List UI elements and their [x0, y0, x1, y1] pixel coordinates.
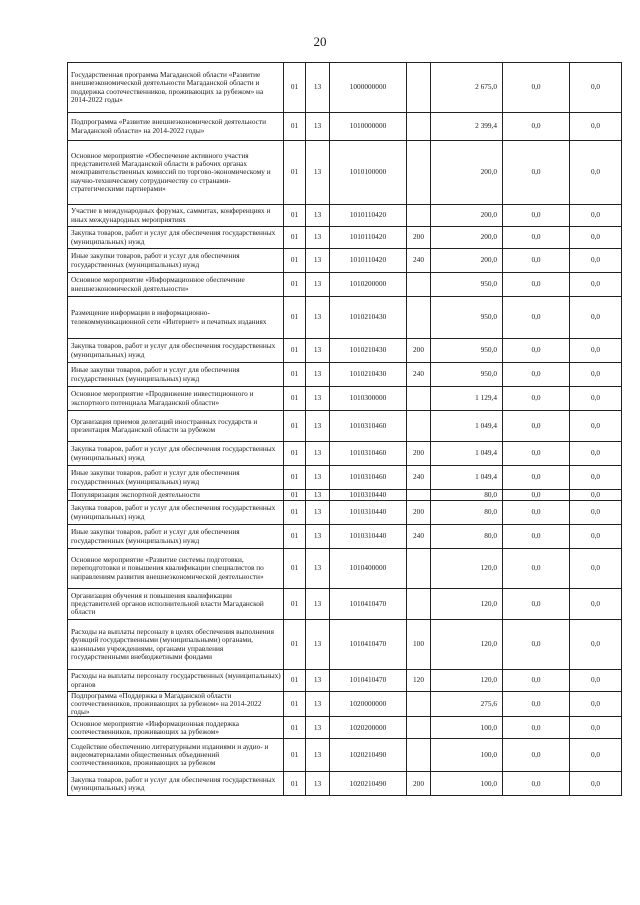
- row-value-3: 0,0: [570, 297, 622, 339]
- row-value-2: 0,0: [503, 549, 570, 589]
- row-section-code: 13: [306, 501, 330, 525]
- row-expense-type: 100: [407, 620, 431, 670]
- row-target-code: 1010310440: [330, 490, 407, 501]
- row-amount: 80,0: [431, 525, 503, 549]
- row-section-code: 13: [306, 297, 330, 339]
- row-amount: 120,0: [431, 589, 503, 620]
- row-amount: 200,0: [431, 205, 503, 227]
- row-ministry-code: 01: [284, 525, 306, 549]
- row-value-2: 0,0: [503, 525, 570, 549]
- row-target-code: 1010310460: [330, 442, 407, 466]
- row-expense-type: 200: [407, 339, 431, 363]
- row-expense-type: 240: [407, 249, 431, 273]
- row-value-2: 0,0: [503, 205, 570, 227]
- row-ministry-code: 01: [284, 411, 306, 442]
- row-target-code: 1010410470: [330, 620, 407, 670]
- row-ministry-code: 01: [284, 113, 306, 141]
- table-row: [68, 113, 622, 141]
- row-value-3: 0,0: [570, 525, 622, 549]
- table-row: [68, 501, 622, 525]
- row-expense-type: [407, 205, 431, 227]
- row-section-code: 13: [306, 620, 330, 670]
- row-section-code: 13: [306, 442, 330, 466]
- row-section-code: 13: [306, 717, 330, 739]
- row-value-3: 0,0: [570, 141, 622, 205]
- row-ministry-code: 01: [284, 717, 306, 739]
- row-expense-type: [407, 589, 431, 620]
- row-target-code: 1010400000: [330, 549, 407, 589]
- row-expense-type: [407, 113, 431, 141]
- row-expense-type: [407, 549, 431, 589]
- row-ministry-code: 01: [284, 739, 306, 772]
- row-value-2: 0,0: [503, 772, 570, 796]
- table-row: [68, 141, 622, 205]
- row-target-code: 1010310460: [330, 411, 407, 442]
- table-row: [68, 442, 622, 466]
- row-name: Участие в международных форумах, саммитах, конференциях и иных международных мероприятиях: [68, 205, 284, 227]
- row-value-2: 0,0: [503, 739, 570, 772]
- row-target-code: 1010310460: [330, 466, 407, 490]
- row-name: Закупка товаров, работ и услуг для обеспечения государственных (муниципальных) нужд: [68, 501, 284, 525]
- row-value-3: 0,0: [570, 442, 622, 466]
- row-name: Основное мероприятие «Продвижение инвестиционного и экспортного потенциала Магаданской области»: [68, 387, 284, 411]
- row-expense-type: [407, 717, 431, 739]
- row-value-2: 0,0: [503, 411, 570, 442]
- table-row: [68, 772, 622, 796]
- row-target-code: 1010110420: [330, 249, 407, 273]
- row-target-code: 1010200000: [330, 273, 407, 297]
- row-value-2: 0,0: [503, 442, 570, 466]
- row-amount: 120,0: [431, 620, 503, 670]
- row-ministry-code: 01: [284, 141, 306, 205]
- row-section-code: 13: [306, 692, 330, 717]
- row-amount: 100,0: [431, 717, 503, 739]
- row-value-3: 0,0: [570, 589, 622, 620]
- row-section-code: 13: [306, 339, 330, 363]
- row-value-2: 0,0: [503, 113, 570, 141]
- row-section-code: 13: [306, 490, 330, 501]
- row-amount: 275,6: [431, 692, 503, 717]
- table-row: [68, 205, 622, 227]
- table-row: [68, 525, 622, 549]
- row-value-2: 0,0: [503, 670, 570, 692]
- row-name: Закупка товаров, работ и услуг для обеспечения государственных (муниципальных) нужд: [68, 772, 284, 796]
- row-ministry-code: 01: [284, 466, 306, 490]
- table-row: [68, 227, 622, 249]
- row-target-code: 1010210430: [330, 339, 407, 363]
- row-amount: 120,0: [431, 670, 503, 692]
- row-value-2: 0,0: [503, 363, 570, 387]
- row-value-2: 0,0: [503, 273, 570, 297]
- row-value-3: 0,0: [570, 501, 622, 525]
- row-expense-type: [407, 692, 431, 717]
- table-row: [68, 717, 622, 739]
- row-section-code: 13: [306, 205, 330, 227]
- row-target-code: 1010300000: [330, 387, 407, 411]
- row-name: Иные закупки товаров, работ и услуг для обеспечения государственных (муниципальных) нужд: [68, 363, 284, 387]
- table-row: [68, 63, 622, 113]
- row-section-code: 13: [306, 387, 330, 411]
- row-amount: 1 129,4: [431, 387, 503, 411]
- row-amount: 2 399,4: [431, 113, 503, 141]
- row-amount: 950,0: [431, 363, 503, 387]
- row-target-code: 1020210490: [330, 739, 407, 772]
- table-row: [68, 339, 622, 363]
- row-amount: 1 049,4: [431, 442, 503, 466]
- row-ministry-code: 01: [284, 249, 306, 273]
- table-row: [68, 620, 622, 670]
- table-row: [68, 692, 622, 717]
- row-expense-type: 200: [407, 442, 431, 466]
- row-amount: 1 049,4: [431, 411, 503, 442]
- row-section-code: 13: [306, 249, 330, 273]
- row-ministry-code: 01: [284, 772, 306, 796]
- row-name: Расходы на выплаты персоналу в целях обеспечения выполнения функций государственными (муниципальными) органами, казенными учреждениями, органами управления государственными внебюджетными фондами: [68, 620, 284, 670]
- row-expense-type: [407, 141, 431, 205]
- table-row: [68, 490, 622, 501]
- row-section-code: 13: [306, 466, 330, 490]
- table-row: [68, 363, 622, 387]
- row-amount: 1 049,4: [431, 466, 503, 490]
- row-expense-type: [407, 273, 431, 297]
- row-value-2: 0,0: [503, 490, 570, 501]
- row-amount: 950,0: [431, 297, 503, 339]
- row-expense-type: 200: [407, 501, 431, 525]
- row-name: Иные закупки товаров, работ и услуг для обеспечения государственных (муниципальных) нужд: [68, 466, 284, 490]
- row-ministry-code: 01: [284, 442, 306, 466]
- table-row: [68, 466, 622, 490]
- row-ministry-code: 01: [284, 589, 306, 620]
- row-value-3: 0,0: [570, 772, 622, 796]
- row-ministry-code: 01: [284, 63, 306, 113]
- row-section-code: 13: [306, 273, 330, 297]
- row-value-2: 0,0: [503, 589, 570, 620]
- row-ministry-code: 01: [284, 387, 306, 411]
- row-target-code: 1010410470: [330, 670, 407, 692]
- table-row: [68, 670, 622, 692]
- row-value-3: 0,0: [570, 670, 622, 692]
- row-ministry-code: 01: [284, 490, 306, 501]
- row-target-code: 1020210490: [330, 772, 407, 796]
- row-expense-type: 240: [407, 466, 431, 490]
- row-section-code: 13: [306, 63, 330, 113]
- row-value-2: 0,0: [503, 227, 570, 249]
- row-section-code: 13: [306, 739, 330, 772]
- row-section-code: 13: [306, 525, 330, 549]
- row-section-code: 13: [306, 141, 330, 205]
- row-amount: 2 675,0: [431, 63, 503, 113]
- row-name: Государственная программа Магаданской области «Развитие внешнеэкономической деятельности Магаданской области и поддержка соотечественников, проживающих за рубежом» на 2014-2022 годы»: [68, 63, 284, 113]
- row-name: Популяризация экспортной деятельности: [68, 490, 284, 501]
- row-name: Основное мероприятие «Развитие системы подготовки, переподготовки и повышения квалификации специалистов по направлениям развития внешнеэкономической деятельности»: [68, 549, 284, 589]
- row-value-3: 0,0: [570, 739, 622, 772]
- row-ministry-code: 01: [284, 297, 306, 339]
- row-target-code: 1020200000: [330, 717, 407, 739]
- row-target-code: 1010310440: [330, 501, 407, 525]
- table-row: [68, 739, 622, 772]
- row-amount: 100,0: [431, 739, 503, 772]
- row-value-3: 0,0: [570, 249, 622, 273]
- row-amount: 950,0: [431, 273, 503, 297]
- row-name: Подпрограмма «Поддержка в Магаданской области соотечественников, проживающих за рубежом» на 2014-2022 годы»: [68, 692, 284, 717]
- row-value-3: 0,0: [570, 549, 622, 589]
- row-name: Основное мероприятие «Информационное обеспечение внешнеэкономической деятельности»: [68, 273, 284, 297]
- row-section-code: 13: [306, 549, 330, 589]
- row-expense-type: 240: [407, 525, 431, 549]
- row-name: Закупка товаров, работ и услуг для обеспечения государственных (муниципальных) нужд: [68, 442, 284, 466]
- row-value-3: 0,0: [570, 205, 622, 227]
- budget-table-body: [68, 63, 622, 796]
- row-expense-type: [407, 63, 431, 113]
- row-ministry-code: 01: [284, 620, 306, 670]
- row-section-code: 13: [306, 227, 330, 249]
- row-value-2: 0,0: [503, 141, 570, 205]
- table-row: [68, 387, 622, 411]
- table-row: [68, 249, 622, 273]
- row-section-code: 13: [306, 589, 330, 620]
- row-expense-type: [407, 411, 431, 442]
- row-target-code: 1010310440: [330, 525, 407, 549]
- row-amount: 200,0: [431, 141, 503, 205]
- row-value-2: 0,0: [503, 297, 570, 339]
- row-name: Организация приемов делегаций иностранных государств и презентация Магаданской области за рубежом: [68, 411, 284, 442]
- row-value-2: 0,0: [503, 717, 570, 739]
- row-value-2: 0,0: [503, 620, 570, 670]
- row-name: Иные закупки товаров, работ и услуг для обеспечения государственных (муниципальных) нужд: [68, 525, 284, 549]
- row-ministry-code: 01: [284, 339, 306, 363]
- budget-table: [67, 62, 622, 796]
- row-ministry-code: 01: [284, 501, 306, 525]
- row-section-code: 13: [306, 113, 330, 141]
- row-ministry-code: 01: [284, 692, 306, 717]
- row-amount: 80,0: [431, 501, 503, 525]
- row-value-3: 0,0: [570, 692, 622, 717]
- row-amount: 950,0: [431, 339, 503, 363]
- row-target-code: 1010210430: [330, 297, 407, 339]
- row-amount: 80,0: [431, 490, 503, 501]
- row-value-3: 0,0: [570, 273, 622, 297]
- row-name: Закупка товаров, работ и услуг для обеспечения государственных (муниципальных) нужд: [68, 227, 284, 249]
- row-ministry-code: 01: [284, 549, 306, 589]
- row-value-2: 0,0: [503, 249, 570, 273]
- row-target-code: 1010410470: [330, 589, 407, 620]
- row-value-2: 0,0: [503, 466, 570, 490]
- table-row: [68, 273, 622, 297]
- row-section-code: 13: [306, 411, 330, 442]
- row-value-3: 0,0: [570, 113, 622, 141]
- row-value-3: 0,0: [570, 227, 622, 249]
- row-target-code: 1020000000: [330, 692, 407, 717]
- row-name: Организация обучения и повышения квалификации представителей органов исполнительной власти Магаданской области: [68, 589, 284, 620]
- row-target-code: 1010000000: [330, 113, 407, 141]
- table-row: [68, 297, 622, 339]
- row-name: Содействие обеспечению литературными изданиями и аудио- и видеоматериалами общественных объединений соотечественников, проживающих за рубежом: [68, 739, 284, 772]
- row-name: Иные закупки товаров, работ и услуг для обеспечения государственных (муниципальных) нужд: [68, 249, 284, 273]
- row-expense-type: [407, 387, 431, 411]
- row-amount: 120,0: [431, 549, 503, 589]
- row-amount: 200,0: [431, 249, 503, 273]
- row-name: Основное мероприятие «Обеспечение активного участия представителей Магаданской области в рабочих органах межправительственных комиссий по торгово-экономическому и научно-техническому сотрудничеству со странами-стратегическими партнерами»: [68, 141, 284, 205]
- row-expense-type: 120: [407, 670, 431, 692]
- row-value-3: 0,0: [570, 339, 622, 363]
- row-ministry-code: 01: [284, 670, 306, 692]
- row-value-3: 0,0: [570, 490, 622, 501]
- row-name: Расходы на выплаты персоналу государственных (муниципальных) органов: [68, 670, 284, 692]
- row-name: Размещение информации в информационно-телекоммуникационной сети «Интернет» и печатных изданиях: [68, 297, 284, 339]
- row-target-code: 1000000000: [330, 63, 407, 113]
- table-row: [68, 589, 622, 620]
- row-section-code: 13: [306, 772, 330, 796]
- row-ministry-code: 01: [284, 205, 306, 227]
- row-expense-type: [407, 490, 431, 501]
- row-value-2: 0,0: [503, 63, 570, 113]
- row-ministry-code: 01: [284, 227, 306, 249]
- row-value-3: 0,0: [570, 63, 622, 113]
- row-value-3: 0,0: [570, 387, 622, 411]
- row-value-2: 0,0: [503, 692, 570, 717]
- row-target-code: 1010110420: [330, 205, 407, 227]
- row-amount: 100,0: [431, 772, 503, 796]
- row-value-2: 0,0: [503, 339, 570, 363]
- row-target-code: 1010210430: [330, 363, 407, 387]
- row-target-code: 1010110420: [330, 227, 407, 249]
- row-name: Основное мероприятие «Информационная поддержка соотечественников, проживающих за рубежом»: [68, 717, 284, 739]
- row-expense-type: [407, 739, 431, 772]
- row-ministry-code: 01: [284, 273, 306, 297]
- row-expense-type: 200: [407, 227, 431, 249]
- page-number: 20: [313, 34, 327, 49]
- row-expense-type: 200: [407, 772, 431, 796]
- row-target-code: 1010100000: [330, 141, 407, 205]
- row-name: Закупка товаров, работ и услуг для обеспечения государственных (муниципальных) нужд: [68, 339, 284, 363]
- row-expense-type: 240: [407, 363, 431, 387]
- row-ministry-code: 01: [284, 363, 306, 387]
- table-row: [68, 549, 622, 589]
- row-value-3: 0,0: [570, 620, 622, 670]
- row-section-code: 13: [306, 670, 330, 692]
- row-section-code: 13: [306, 363, 330, 387]
- row-value-3: 0,0: [570, 363, 622, 387]
- row-value-2: 0,0: [503, 387, 570, 411]
- table-row: [68, 411, 622, 442]
- row-value-3: 0,0: [570, 466, 622, 490]
- row-expense-type: [407, 297, 431, 339]
- row-value-3: 0,0: [570, 717, 622, 739]
- row-value-3: 0,0: [570, 411, 622, 442]
- row-value-2: 0,0: [503, 501, 570, 525]
- row-amount: 200,0: [431, 227, 503, 249]
- row-name: Подпрограмма «Развитие внешнеэкономической деятельности Магаданской области» на 2014-2022 годы»: [68, 113, 284, 141]
